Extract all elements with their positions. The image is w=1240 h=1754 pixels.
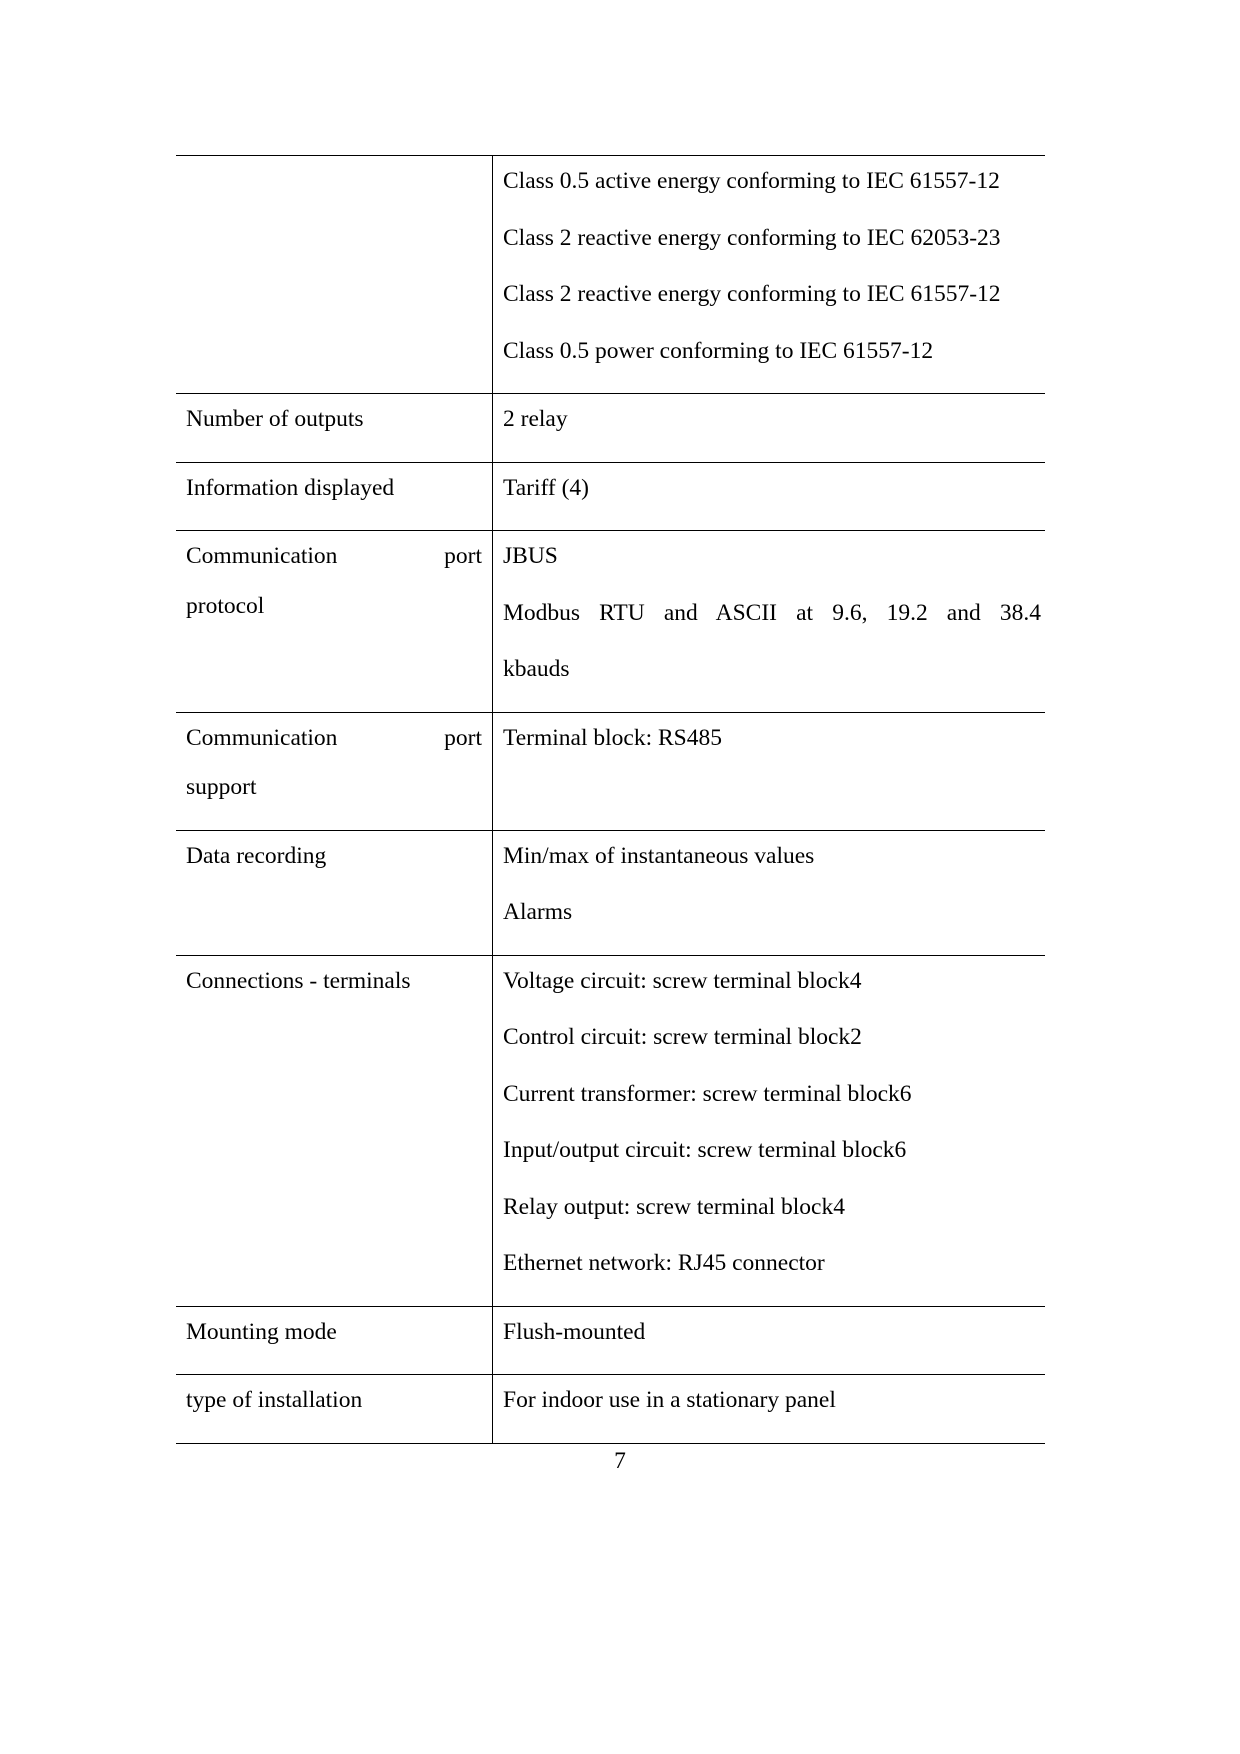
table-cell-value bbox=[493, 712, 1046, 830]
value-line: Tariff (4) bbox=[503, 474, 590, 501]
table-cell-label bbox=[176, 830, 493, 955]
specifications-table bbox=[176, 155, 1045, 1444]
label-line: protocol bbox=[186, 592, 265, 619]
label-line: Information displayed bbox=[186, 474, 395, 501]
label-word-left: Communication bbox=[186, 724, 338, 751]
label-line-justified bbox=[186, 545, 482, 569]
label-word-right: port bbox=[444, 543, 482, 569]
table-cell-value bbox=[493, 394, 1046, 463]
label-word-left: Communication bbox=[186, 543, 338, 569]
table-row bbox=[176, 830, 1045, 955]
table-row bbox=[176, 462, 1045, 531]
table-cell-label bbox=[176, 1306, 493, 1375]
table-row bbox=[176, 156, 1045, 394]
value-line: Control circuit: screw terminal block2 bbox=[503, 1024, 862, 1050]
value-line: Class 2 reactive energy conforming to IEC 61557-12 bbox=[503, 281, 1001, 307]
label-line: Connections - terminals bbox=[186, 967, 411, 994]
table-cell-value bbox=[493, 1306, 1046, 1375]
table-cell-value bbox=[493, 531, 1046, 713]
value-line: Class 0.5 power conforming to IEC 61557-12 bbox=[503, 337, 934, 364]
table-cell-label bbox=[176, 462, 493, 531]
page-number: 7 bbox=[614, 1448, 626, 1474]
value-line: Flush-mounted bbox=[503, 1318, 646, 1345]
table-cell-value bbox=[493, 830, 1046, 955]
label-line: Data recording bbox=[186, 842, 327, 869]
value-line: 2 relay bbox=[503, 406, 568, 432]
table-cell-value bbox=[493, 955, 1046, 1306]
value-line: Current transformer: screw terminal block6 bbox=[503, 1080, 912, 1107]
table-cell-value bbox=[493, 462, 1046, 531]
label-line-justified bbox=[186, 724, 482, 751]
label-word-right: port bbox=[444, 724, 482, 751]
table-row bbox=[176, 531, 1045, 713]
table-row bbox=[176, 1375, 1045, 1444]
label-line: Mounting mode bbox=[186, 1318, 337, 1345]
value-line-justified: Modbus RTU and ASCII at 9.6, 19.2 and 38.4 bbox=[503, 599, 1041, 626]
table-cell-value bbox=[493, 1375, 1046, 1444]
value-line: kbauds bbox=[503, 656, 570, 682]
value-line: Alarms bbox=[503, 899, 573, 925]
value-line: For indoor use in a stationary panel bbox=[503, 1387, 836, 1413]
value-line: Relay output: screw terminal block4 bbox=[503, 1193, 845, 1220]
table-row bbox=[176, 394, 1045, 463]
value-line: Input/output circuit: screw terminal block6 bbox=[503, 1137, 907, 1163]
value-line: Ethernet network: RJ45 connector bbox=[503, 1250, 825, 1276]
table-row bbox=[176, 955, 1045, 1306]
table-cell-label bbox=[176, 394, 493, 463]
label-line: type of installation bbox=[186, 1387, 363, 1413]
label-line: support bbox=[186, 774, 257, 800]
table-body bbox=[176, 156, 1045, 1444]
value-line: Class 0.5 active energy conforming to IEC 61557-12 bbox=[503, 168, 1000, 194]
value-line: Terminal block: RS485 bbox=[503, 724, 722, 751]
value-line: Voltage circuit: screw terminal block4 bbox=[503, 967, 862, 994]
value-line: Class 2 reactive energy conforming to IEC 62053-23 bbox=[503, 224, 1001, 251]
label-line: Number of outputs bbox=[186, 406, 364, 432]
table-cell-label bbox=[176, 1375, 493, 1444]
table-cell-label bbox=[176, 955, 493, 1306]
table-cell-label bbox=[176, 531, 493, 713]
table-cell-label bbox=[176, 712, 493, 830]
value-line: Min/max of instantaneous values bbox=[503, 842, 815, 869]
value-line: JBUS bbox=[503, 543, 558, 569]
table-row bbox=[176, 712, 1045, 830]
table-row bbox=[176, 1306, 1045, 1375]
table-cell-label bbox=[176, 156, 493, 394]
table-cell-value bbox=[493, 156, 1046, 394]
